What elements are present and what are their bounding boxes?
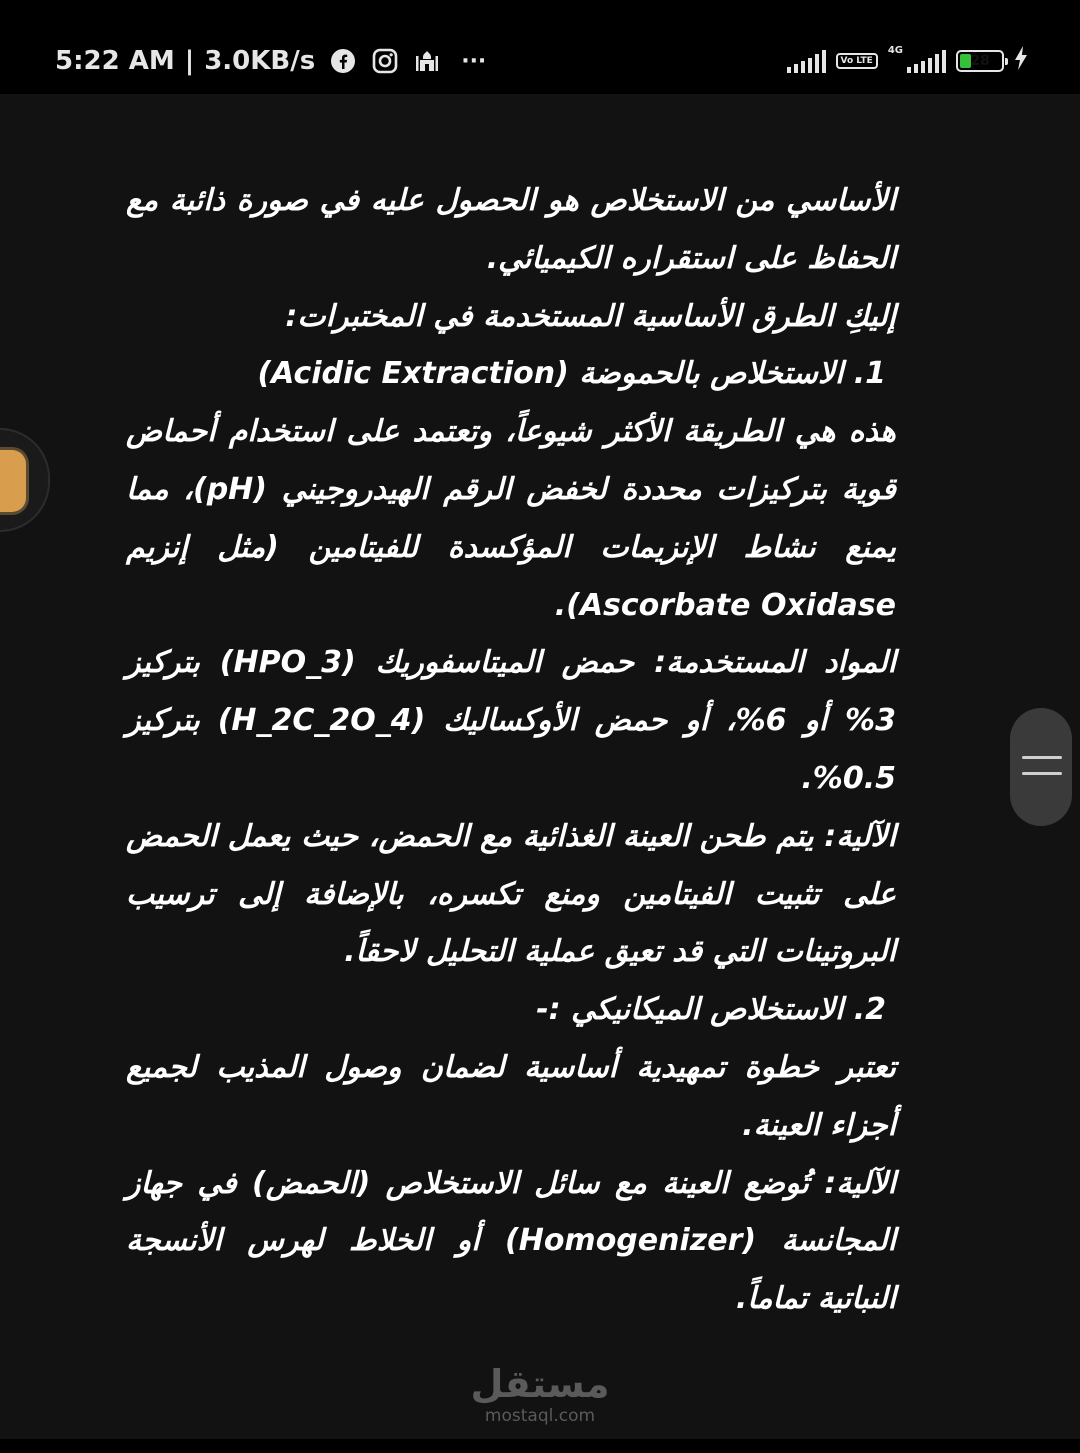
status-right bbox=[787, 44, 1029, 78]
heading-mechanical-extraction: 2. الاستخلاص الميكانيكي :- bbox=[536, 992, 886, 1028]
grip-line-icon bbox=[1022, 772, 1062, 775]
instagram-icon bbox=[371, 47, 399, 75]
status-separator: | bbox=[184, 46, 195, 76]
floating-bubble-icon bbox=[0, 450, 26, 512]
paragraph-intro: الأساسي من الاستخلاص هو الحصول عليه في صورة ذائبة مع الحفاظ على استقراره الكيميائي. bbox=[126, 183, 896, 276]
watermark-logo: مستقل bbox=[470, 1362, 610, 1406]
paragraph-mechanical-mechanism: الآلية: تُوضع العينة مع سائل الاستخلاص (الحمض) في جهاز المجانسة (Homogenizer) أو الخلاط لهرس الأنسجة النباتية تماماً. bbox=[126, 1165, 896, 1317]
signal-icon bbox=[787, 49, 826, 73]
watermark-url: mostaql.com bbox=[484, 1406, 596, 1426]
volte-icon: Vo LTE bbox=[836, 53, 878, 69]
more-icon[interactable]: ··· bbox=[461, 48, 487, 74]
battery-level: 28 bbox=[970, 53, 990, 69]
charging-bolt-icon bbox=[1014, 46, 1028, 76]
scroll-handle[interactable] bbox=[1010, 708, 1072, 826]
paragraph-materials: المواد المستخدمة: حمض الميتاسفوريك (HPO_3) بتركيز 3% أو 6%، أو حمض الأوكساليك (H_2C_2O_4) بتركيز 0.5%. bbox=[126, 645, 896, 796]
network-type: 4G bbox=[887, 45, 903, 56]
network-speed: 3.0KB/s bbox=[204, 46, 316, 76]
heading-acidic-extraction: 1. الاستخلاص بالحموضة (Acidic Extraction) bbox=[257, 356, 886, 392]
battery-icon bbox=[956, 50, 1004, 72]
paragraph-acidic-description: هذه هي الطريقة الأكثر شيوعاً، وتعتمد على استخدام أحماض قوية بتركيزات محددة لخفض الرقم الهيدروجيني (pH)، مما يمنع نشاط الإنزيمات المؤكسدة للفيتامين (مثل إنزيم Ascorbate Oxidase). bbox=[126, 414, 896, 623]
clock: 5:22 AM bbox=[55, 46, 175, 76]
status-left bbox=[55, 40, 486, 82]
facebook-icon bbox=[329, 47, 357, 75]
document-body[interactable] bbox=[126, 172, 896, 1328]
grip-line-icon bbox=[1022, 756, 1062, 759]
4g-signal-icon bbox=[907, 49, 946, 73]
status-bar bbox=[0, 0, 1080, 92]
paragraph-methods-lead: إليكِ الطرق الأساسية المستخدمة في المختبرات: bbox=[285, 298, 896, 334]
mosque-icon bbox=[413, 47, 441, 75]
watermark bbox=[440, 1362, 640, 1426]
paragraph-mechanical-description: تعتبر خطوة تمهيدية أساسية لضمان وصول المذيب لجميع أجزاء العينة. bbox=[126, 1049, 896, 1143]
document-page[interactable] bbox=[0, 94, 1080, 1439]
paragraph-acidic-mechanism: الآلية: يتم طحن العينة الغذائية مع الحمض، حيث يعمل الحمض على تثبيت الفيتامين ومنع تكسره، بالإضافة إلى ترسيب البروتينات التي قد تعيق عملية التحليل لاحقاً. bbox=[126, 818, 896, 970]
